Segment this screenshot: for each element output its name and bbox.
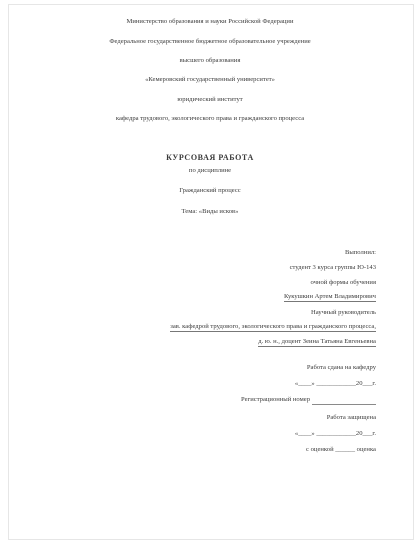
completed-label: Выполнил: bbox=[344, 249, 376, 256]
submitted-date-line: «____» ____________20___г. bbox=[294, 380, 376, 387]
document-page bbox=[8, 4, 414, 540]
defended-date-line: «____» ____________20___г. bbox=[294, 430, 376, 437]
topic-label: Тема: bbox=[181, 208, 198, 215]
discipline-prefix: по дисциплине bbox=[188, 167, 232, 174]
student-line: студент 3 курса группы Ю-143 bbox=[289, 264, 376, 271]
supervisor-position: зав. кафедрой трудового, экологического права и гражданского процесса, bbox=[170, 323, 376, 330]
institution-line-1: Федеральное государственное бюджетное образовательное учреждение bbox=[109, 38, 311, 45]
department-name: кафедра трудового, экологического права и гражданского процесса bbox=[115, 115, 305, 122]
supervisor-name: д. ю. н., доцент Зеина Татьяна Евгеньевна bbox=[258, 338, 376, 345]
topic-text: «Виды исков» bbox=[198, 208, 239, 215]
university-name: «Кемеровский государственный университет» bbox=[145, 76, 275, 83]
supervisor-label: Научный руководитель bbox=[311, 309, 376, 316]
defended-label: Работа защищена bbox=[326, 414, 376, 421]
student-name: Кукушкин Артем Владимирович bbox=[284, 293, 376, 300]
institute-name: юридический институт bbox=[177, 96, 243, 103]
grade-line: с оценкой ______ оценка bbox=[306, 446, 376, 453]
work-type-title: КУРСОВАЯ РАБОТА bbox=[166, 153, 254, 162]
discipline-name: Гражданский процесс bbox=[179, 187, 241, 194]
institution-line-2: высшего образования bbox=[179, 57, 241, 64]
study-form: очной формы обучения bbox=[310, 279, 376, 286]
ministry-line: Министерство образования и науки Российской Федерации bbox=[126, 18, 294, 25]
topic-line bbox=[0, 208, 420, 216]
reg-number-line bbox=[312, 404, 376, 405]
submitted-label: Работа сдана на кафедру bbox=[306, 364, 376, 371]
reg-number-label: Регистрационный номер bbox=[241, 396, 310, 403]
